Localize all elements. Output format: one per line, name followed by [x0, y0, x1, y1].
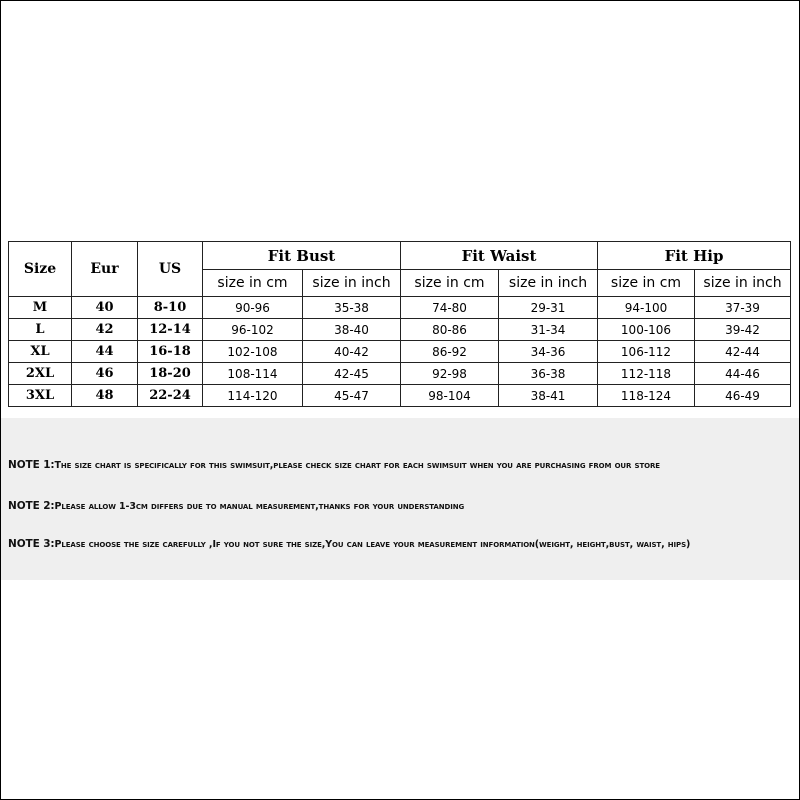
cell-bust-inch: 42-45: [303, 363, 401, 385]
subheader-waist-cm: size in cm: [401, 270, 499, 297]
table-row: [9, 385, 791, 407]
cell-eur: 48: [72, 385, 138, 407]
cell-waist-cm: 74-80: [401, 297, 499, 319]
cell-us: 22-24: [138, 385, 203, 407]
cell-waist-cm: 86-92: [401, 341, 499, 363]
subheader-bust-inch: size in inch: [303, 270, 401, 297]
cell-us: 18-20: [138, 363, 203, 385]
cell-hip-inch: 46-49: [695, 385, 791, 407]
note-label: NOTE 1:: [8, 459, 55, 471]
cell-eur: 40: [72, 297, 138, 319]
table-row: [9, 297, 791, 319]
cell-bust-cm: 96-102: [203, 319, 303, 341]
cell-waist-inch: 29-31: [499, 297, 598, 319]
note-1: [8, 459, 660, 471]
cell-bust-cm: 90-96: [203, 297, 303, 319]
cell-size: L: [9, 319, 72, 341]
cell-hip-inch: 37-39: [695, 297, 791, 319]
cell-hip-cm: 118-124: [598, 385, 695, 407]
cell-bust-inch: 35-38: [303, 297, 401, 319]
cell-hip-cm: 94-100: [598, 297, 695, 319]
cell-size: M: [9, 297, 72, 319]
cell-eur: 42: [72, 319, 138, 341]
note-2: [8, 500, 464, 512]
cell-hip-cm: 100-106: [598, 319, 695, 341]
cell-eur: 46: [72, 363, 138, 385]
cell-us: 8-10: [138, 297, 203, 319]
cell-waist-cm: 92-98: [401, 363, 499, 385]
cell-hip-cm: 106-112: [598, 341, 695, 363]
note-text: The size chart is specifically for this swimsuit,please check size chart for each swimsuit when you are purchasing from our store: [54, 460, 660, 471]
note-label: NOTE 2:: [8, 500, 55, 512]
cell-waist-inch: 34-36: [499, 341, 598, 363]
table-row: [9, 341, 791, 363]
cell-bust-inch: 40-42: [303, 341, 401, 363]
cell-size: XL: [9, 341, 72, 363]
cell-waist-inch: 36-38: [499, 363, 598, 385]
cell-bust-cm: 102-108: [203, 341, 303, 363]
cell-bust-cm: 108-114: [203, 363, 303, 385]
header-row: [9, 242, 791, 270]
subheader-hip-inch: size in inch: [695, 270, 791, 297]
cell-us: 16-18: [138, 341, 203, 363]
cell-bust-inch: 45-47: [303, 385, 401, 407]
cell-bust-cm: 114-120: [203, 385, 303, 407]
cell-waist-cm: 98-104: [401, 385, 499, 407]
cell-hip-inch: 44-46: [695, 363, 791, 385]
cell-hip-inch: 42-44: [695, 341, 791, 363]
note-text: Please allow 1-3cm differs due to manual measurement,thanks for your understanding: [54, 501, 465, 512]
cell-us: 12-14: [138, 319, 203, 341]
subheader-bust-cm: size in cm: [203, 270, 303, 297]
cell-size: 2XL: [9, 363, 72, 385]
subheader-waist-inch: size in inch: [499, 270, 598, 297]
note-text: Please choose the size carefully ,If you not sure the size,You can leave your measurement information(weight, height,bust, waist, hips): [54, 539, 691, 550]
note-label: NOTE 3:: [8, 538, 55, 550]
note-3: [8, 538, 690, 550]
cell-waist-cm: 80-86: [401, 319, 499, 341]
size-chart-table: [8, 241, 791, 407]
header-fit-waist: Fit Waist: [401, 242, 598, 270]
header-us: US: [138, 242, 203, 297]
table-row: [9, 319, 791, 341]
cell-hip-inch: 39-42: [695, 319, 791, 341]
table-row: [9, 363, 791, 385]
subheader-hip-cm: size in cm: [598, 270, 695, 297]
cell-bust-inch: 38-40: [303, 319, 401, 341]
cell-eur: 44: [72, 341, 138, 363]
header-eur: Eur: [72, 242, 138, 297]
cell-waist-inch: 38-41: [499, 385, 598, 407]
notes-background: [1, 418, 799, 580]
cell-size: 3XL: [9, 385, 72, 407]
cell-hip-cm: 112-118: [598, 363, 695, 385]
header-size: Size: [9, 242, 72, 297]
header-fit-hip: Fit Hip: [598, 242, 791, 270]
cell-waist-inch: 31-34: [499, 319, 598, 341]
header-fit-bust: Fit Bust: [203, 242, 401, 270]
